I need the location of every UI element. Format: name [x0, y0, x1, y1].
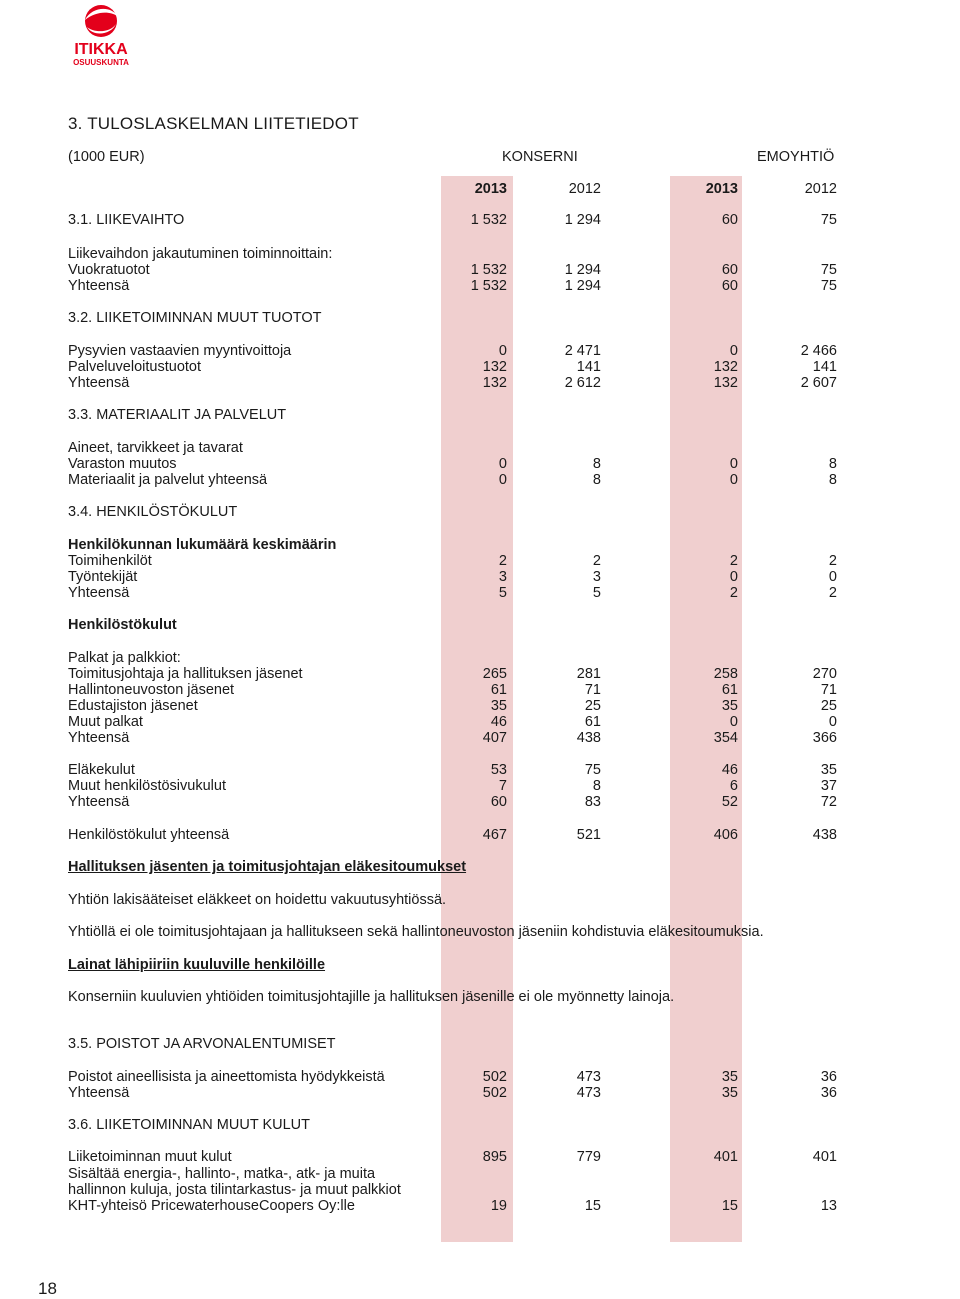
row-value: 0 — [729, 456, 738, 472]
row-label: Lainat lähipiiriin kuuluville henkilöille — [68, 957, 326, 973]
row-value: 0 — [828, 714, 837, 730]
row-label: 3.1. LIIKEVAIHTO — [68, 212, 185, 228]
row-value: 13 — [820, 1198, 837, 1214]
row-value: 1 532 — [470, 212, 507, 228]
row-value: 473 — [576, 1085, 601, 1101]
row-value: 502 — [482, 1085, 507, 1101]
row-value: 2 — [828, 585, 837, 601]
row-label: Edustajiston jäsenet — [68, 698, 198, 714]
row-label: Henkilökunnan lukumäärä keskimäärin — [68, 537, 337, 553]
row-value: 25 — [584, 698, 601, 714]
row-value: 3 — [498, 569, 507, 585]
row-label: hallinnon kuluja, josta tilintarkastus- ja muut palkkiot — [68, 1182, 401, 1198]
row-value: 407 — [482, 730, 507, 746]
row-label: Muut henkilöstösivukulut — [68, 778, 226, 794]
row-value: 5 — [592, 585, 601, 601]
row-value: 61 — [721, 682, 738, 698]
row-value: 7 — [498, 778, 507, 794]
row-value: 401 — [713, 1149, 738, 1165]
row-label: Yhtiöllä ei ole toimitusjohtajaan ja hallitukseen sekä hallintoneuvoston jäseniin kohdistuvia eläkesitoumuksia. — [68, 924, 764, 940]
row-value: 46 — [490, 714, 507, 730]
row-label: 3.6. LIIKETOIMINNAN MUUT KULUT — [68, 1117, 310, 1133]
row-value: 53 — [490, 762, 507, 778]
page-number: 18 — [38, 1279, 57, 1298]
row-value: 8 — [828, 472, 837, 488]
row-label: Varaston muutos — [68, 456, 177, 472]
row-value: 0 — [729, 472, 738, 488]
row-value: 35 — [820, 762, 837, 778]
row-value: 2 — [729, 553, 738, 569]
row-value: 46 — [721, 762, 738, 778]
row-label: Aineet, tarvikkeet ja tavarat — [68, 440, 243, 456]
year-header: 2012 — [568, 181, 601, 197]
row-label: Palkat ja palkkiot: — [68, 650, 181, 666]
row-value: 6 — [729, 778, 738, 794]
row-value: 354 — [713, 730, 738, 746]
row-label: Sisältää energia-, hallinto-, matka-, atk- ja muita — [68, 1166, 376, 1182]
row-label: Hallituksen jäsenten ja toimitusjohtajan eläkesitoumukset — [68, 859, 467, 875]
logo-sub-text: OSUUSKUNTA — [73, 58, 129, 67]
row-value: 5 — [498, 585, 507, 601]
row-label: Materiaalit ja palvelut yhteensä — [68, 472, 268, 488]
row-value: 0 — [498, 456, 507, 472]
row-label: Henkilöstökulut yhteensä — [68, 827, 230, 843]
row-value: 75 — [584, 762, 601, 778]
row-value: 1 294 — [564, 212, 601, 228]
row-label: Liikevaihdon jakautuminen toiminnoittain: — [68, 246, 333, 262]
row-label: KHT-yhteisö PricewaterhouseCoopers Oy:lle — [68, 1198, 355, 1214]
row-label: Yhteensä — [68, 730, 130, 746]
row-label: 3.5. POISTOT JA ARVONALENTUMISET — [68, 1036, 336, 1052]
row-value: 132 — [482, 359, 507, 375]
row-value: 0 — [828, 569, 837, 585]
row-label: Liiketoiminnan muut kulut — [68, 1149, 232, 1165]
row-label: Yhteensä — [68, 278, 130, 294]
row-value: 8 — [828, 456, 837, 472]
year-header: 2012 — [804, 181, 837, 197]
row-value: 60 — [721, 278, 738, 294]
row-value: 71 — [820, 682, 837, 698]
row-value: 60 — [721, 262, 738, 278]
row-label: Konserniin kuuluvien yhtiöiden toimitusjohtajille ja hallituksen jäsenille ei ole myönnetty lainoja. — [68, 989, 675, 1005]
row-value: 265 — [482, 666, 507, 682]
row-label: Yhtiön lakisääteiset eläkkeet on hoidettu vakuutusyhtiössä. — [68, 892, 447, 908]
row-value: 895 — [482, 1149, 507, 1165]
row-value: 473 — [576, 1069, 601, 1085]
row-value: 3 — [592, 569, 601, 585]
row-value: 8 — [592, 778, 601, 794]
row-value: 281 — [576, 666, 601, 682]
row-label: 3.3. MATERIAALIT JA PALVELUT — [68, 407, 287, 423]
row-label: 3.4. HENKILÖSTÖKULUT — [68, 504, 238, 520]
row-value: 2 — [828, 553, 837, 569]
row-value: 15 — [584, 1198, 601, 1214]
row-value: 35 — [721, 1069, 738, 1085]
row-value: 60 — [721, 212, 738, 228]
row-label: Muut palkat — [68, 714, 143, 730]
row-value: 0 — [729, 569, 738, 585]
unit-label: (1000 EUR) — [68, 149, 145, 165]
row-label: Toimitusjohtaja ja hallituksen jäsenet — [68, 666, 303, 682]
row-label: 3.2. LIIKETOIMINNAN MUUT TUOTOT — [68, 310, 322, 326]
row-value: 19 — [490, 1198, 507, 1214]
year-header: 2013 — [474, 181, 507, 197]
row-value: 0 — [498, 343, 507, 359]
row-value: 72 — [820, 794, 837, 810]
row-label: Yhteensä — [68, 1085, 130, 1101]
row-value: 35 — [721, 698, 738, 714]
row-label: Yhteensä — [68, 585, 130, 601]
page-title: 3. TULOSLASKELMAN LIITETIEDOT — [68, 114, 359, 133]
row-value: 401 — [812, 1149, 837, 1165]
row-value: 83 — [584, 794, 601, 810]
row-value: 270 — [812, 666, 837, 682]
row-value: 1 532 — [470, 278, 507, 294]
row-value: 2 — [498, 553, 507, 569]
row-label: Työntekijät — [68, 569, 138, 585]
row-label: Yhteensä — [68, 794, 130, 810]
row-value: 2 — [729, 585, 738, 601]
row-value: 366 — [812, 730, 837, 746]
row-value: 36 — [820, 1069, 837, 1085]
row-value: 35 — [721, 1085, 738, 1101]
row-value: 75 — [820, 262, 837, 278]
row-value: 75 — [820, 278, 837, 294]
row-value: 1 294 — [564, 262, 601, 278]
row-value: 502 — [482, 1069, 507, 1085]
row-value: 0 — [729, 714, 738, 730]
row-value: 52 — [721, 794, 738, 810]
row-value: 36 — [820, 1085, 837, 1101]
row-label: Palveluveloitustuotot — [68, 359, 201, 375]
row-value: 1 294 — [564, 278, 601, 294]
group-emoyhtio: EMOYHTIÖ — [757, 149, 835, 165]
row-value: 258 — [713, 666, 738, 682]
row-value: 779 — [576, 1149, 601, 1165]
row-value: 1 532 — [470, 262, 507, 278]
row-value: 0 — [729, 343, 738, 359]
row-value: 61 — [490, 682, 507, 698]
row-value: 25 — [820, 698, 837, 714]
row-value: 0 — [498, 472, 507, 488]
row-value: 61 — [584, 714, 601, 730]
group-konserni: KONSERNI — [502, 149, 578, 165]
row-value: 438 — [812, 827, 837, 843]
row-value: 521 — [576, 827, 601, 843]
row-value: 438 — [576, 730, 601, 746]
row-value: 141 — [576, 359, 601, 375]
row-value: 132 — [713, 375, 738, 391]
row-value: 2 607 — [800, 375, 837, 391]
logo-brand-text: ITIKKA — [74, 41, 128, 58]
itikka-logo — [66, 2, 136, 68]
row-label: Poistot aineellisista ja aineettomista hyödykkeistä — [68, 1069, 385, 1085]
row-value: 406 — [713, 827, 738, 843]
row-value: 8 — [592, 472, 601, 488]
row-label: Pysyvien vastaavien myyntivoittoja — [68, 343, 292, 359]
row-value: 15 — [721, 1198, 738, 1214]
row-label: Vuokratuotot — [68, 262, 150, 278]
row-value: 132 — [482, 375, 507, 391]
row-label: Toimihenkilöt — [68, 553, 152, 569]
row-value: 2 612 — [564, 375, 601, 391]
row-label: Hallintoneuvoston jäsenet — [68, 682, 235, 698]
row-label: Henkilöstökulut — [68, 617, 177, 633]
year-header: 2013 — [705, 181, 738, 197]
row-value: 2 — [592, 553, 601, 569]
row-label: Eläkekulut — [68, 762, 135, 778]
row-value: 2 466 — [800, 343, 837, 359]
row-label: Yhteensä — [68, 375, 130, 391]
row-value: 467 — [482, 827, 507, 843]
row-value: 8 — [592, 456, 601, 472]
row-value: 75 — [820, 212, 837, 228]
row-value: 141 — [812, 359, 837, 375]
row-value: 2 471 — [564, 343, 601, 359]
row-value: 35 — [490, 698, 507, 714]
row-value: 132 — [713, 359, 738, 375]
row-value: 60 — [490, 794, 507, 810]
row-value: 37 — [820, 778, 837, 794]
row-value: 71 — [584, 682, 601, 698]
